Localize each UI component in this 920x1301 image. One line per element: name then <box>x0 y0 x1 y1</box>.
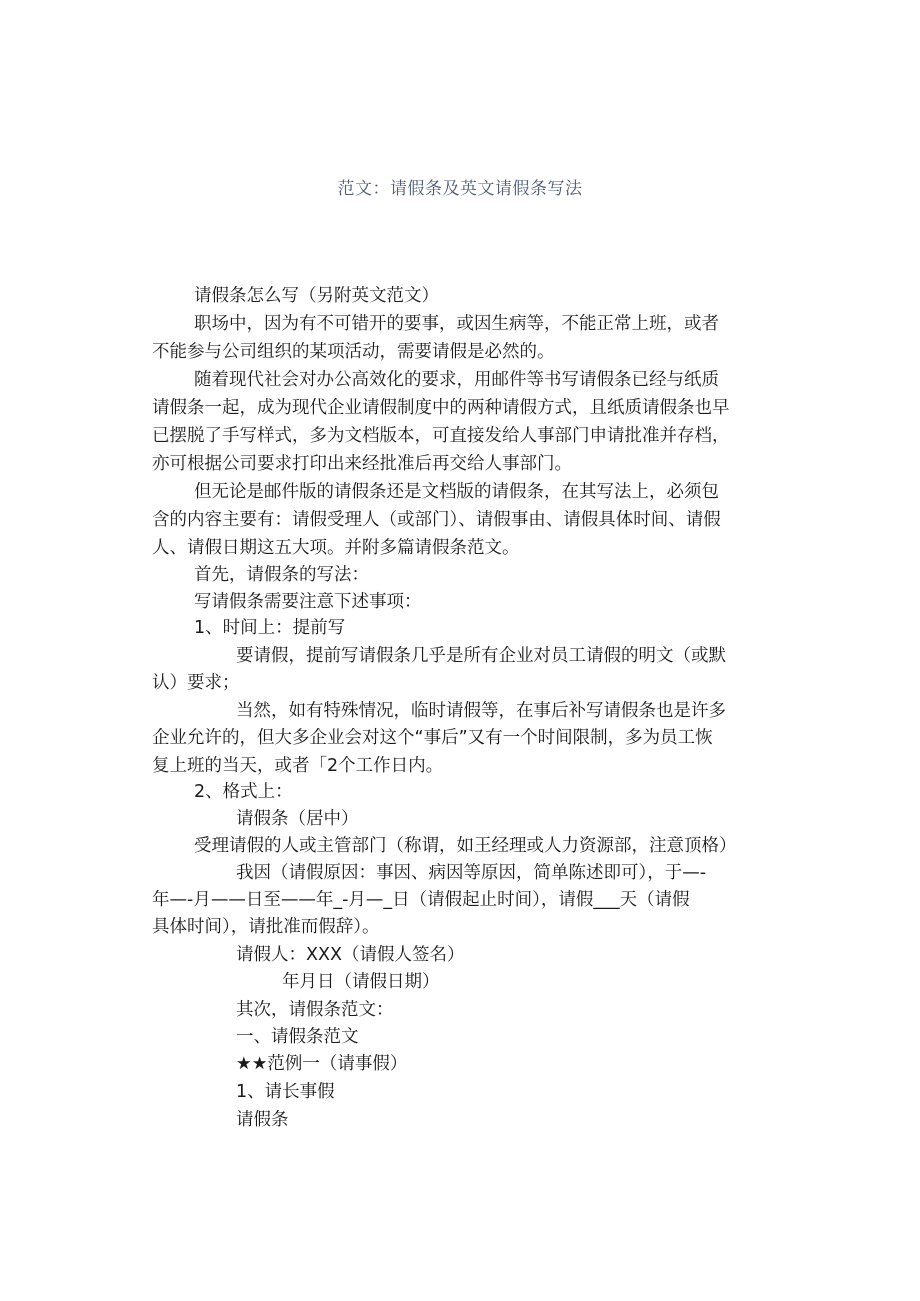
text-line: 其次，请假条范文： <box>236 1000 394 1020</box>
text-line: 1、时间上：提前写 <box>194 618 346 638</box>
text-line: 1、请长事假 <box>236 1082 335 1102</box>
document-title: 范文：请假条及英文请假条写法 <box>337 179 583 199</box>
text-line: 首先，请假条的写法： <box>194 565 369 585</box>
text-line: 职场中，因为有不可错开的要事，或因生病等，不能正常上班，或者 <box>194 314 719 334</box>
text-line: 但无论是邮件版的请假条还是文档版的请假条，在其写法上，必须包 <box>194 482 719 502</box>
text-line: 请假条 <box>236 1110 289 1130</box>
text-line: 具体时间），请批准而假辞）。 <box>152 917 380 937</box>
text-line: 要请假，提前写请假条几乎是所有企业对员工请假的明文（或默 <box>236 646 726 666</box>
text-line: 人、请假日期这五大项。并附多篇请假条范文。 <box>152 538 520 558</box>
text-line: 请假条怎么写（另附英文范文） <box>194 286 439 306</box>
text-line: 不能参与公司组织的某项活动，需要请假是必然的。 <box>152 342 555 362</box>
text-line: 请假人：XXX（请假人签名） <box>236 945 465 965</box>
text-line: 当然，如有特殊情况，临时请假等，在事后补写请假条也是许多 <box>236 701 726 721</box>
text-line: 年—-月——日至——年_-月—_日（请假起止时间），请假___天（请假 <box>152 890 690 910</box>
text-line: 请假条（居中） <box>236 809 359 829</box>
text-line: 受理请假的人或主管部门（称谓，如王经理或人力资源部，注意顶格） <box>194 836 737 856</box>
text-line: 年月日（请假日期） <box>282 972 440 992</box>
text-line: 已摆脱了手写样式，多为文档版本，可直接发给人事部门申请批准并存档， <box>152 426 730 446</box>
text-line: 2、格式上： <box>194 782 293 802</box>
text-line: 认）要求； <box>152 673 240 693</box>
text-line: 随着现代社会对办公高效化的要求，用邮件等书写请假条已经与纸质 <box>194 370 719 390</box>
text-line: 含的内容主要有：请假受理人（或部门）、请假事由、请假具体时间、请假 <box>152 510 721 530</box>
text-line: 复上班的当天，或者「2个工作日内。 <box>152 756 444 776</box>
text-line: ★★范例一（请事假） <box>236 1054 408 1074</box>
text-line: 企业允许的，但大多企业会对这个“事后”又有一个时间限制，多为员工恢 <box>152 728 713 748</box>
text-line: 亦可根据公司要求打印出来经批准后再交给人事部门。 <box>152 454 572 474</box>
text-line: 请假条一起，成为现代企业请假制度中的两种请假方式，且纸质请假条也早 <box>152 398 730 418</box>
text-line: 一、请假条范文 <box>236 1027 359 1047</box>
text-line: 我因（请假原因：事因、病因等原因，简单陈述即可），于—- <box>236 863 707 883</box>
text-line: 写请假条需要注意下述事项： <box>194 592 422 612</box>
